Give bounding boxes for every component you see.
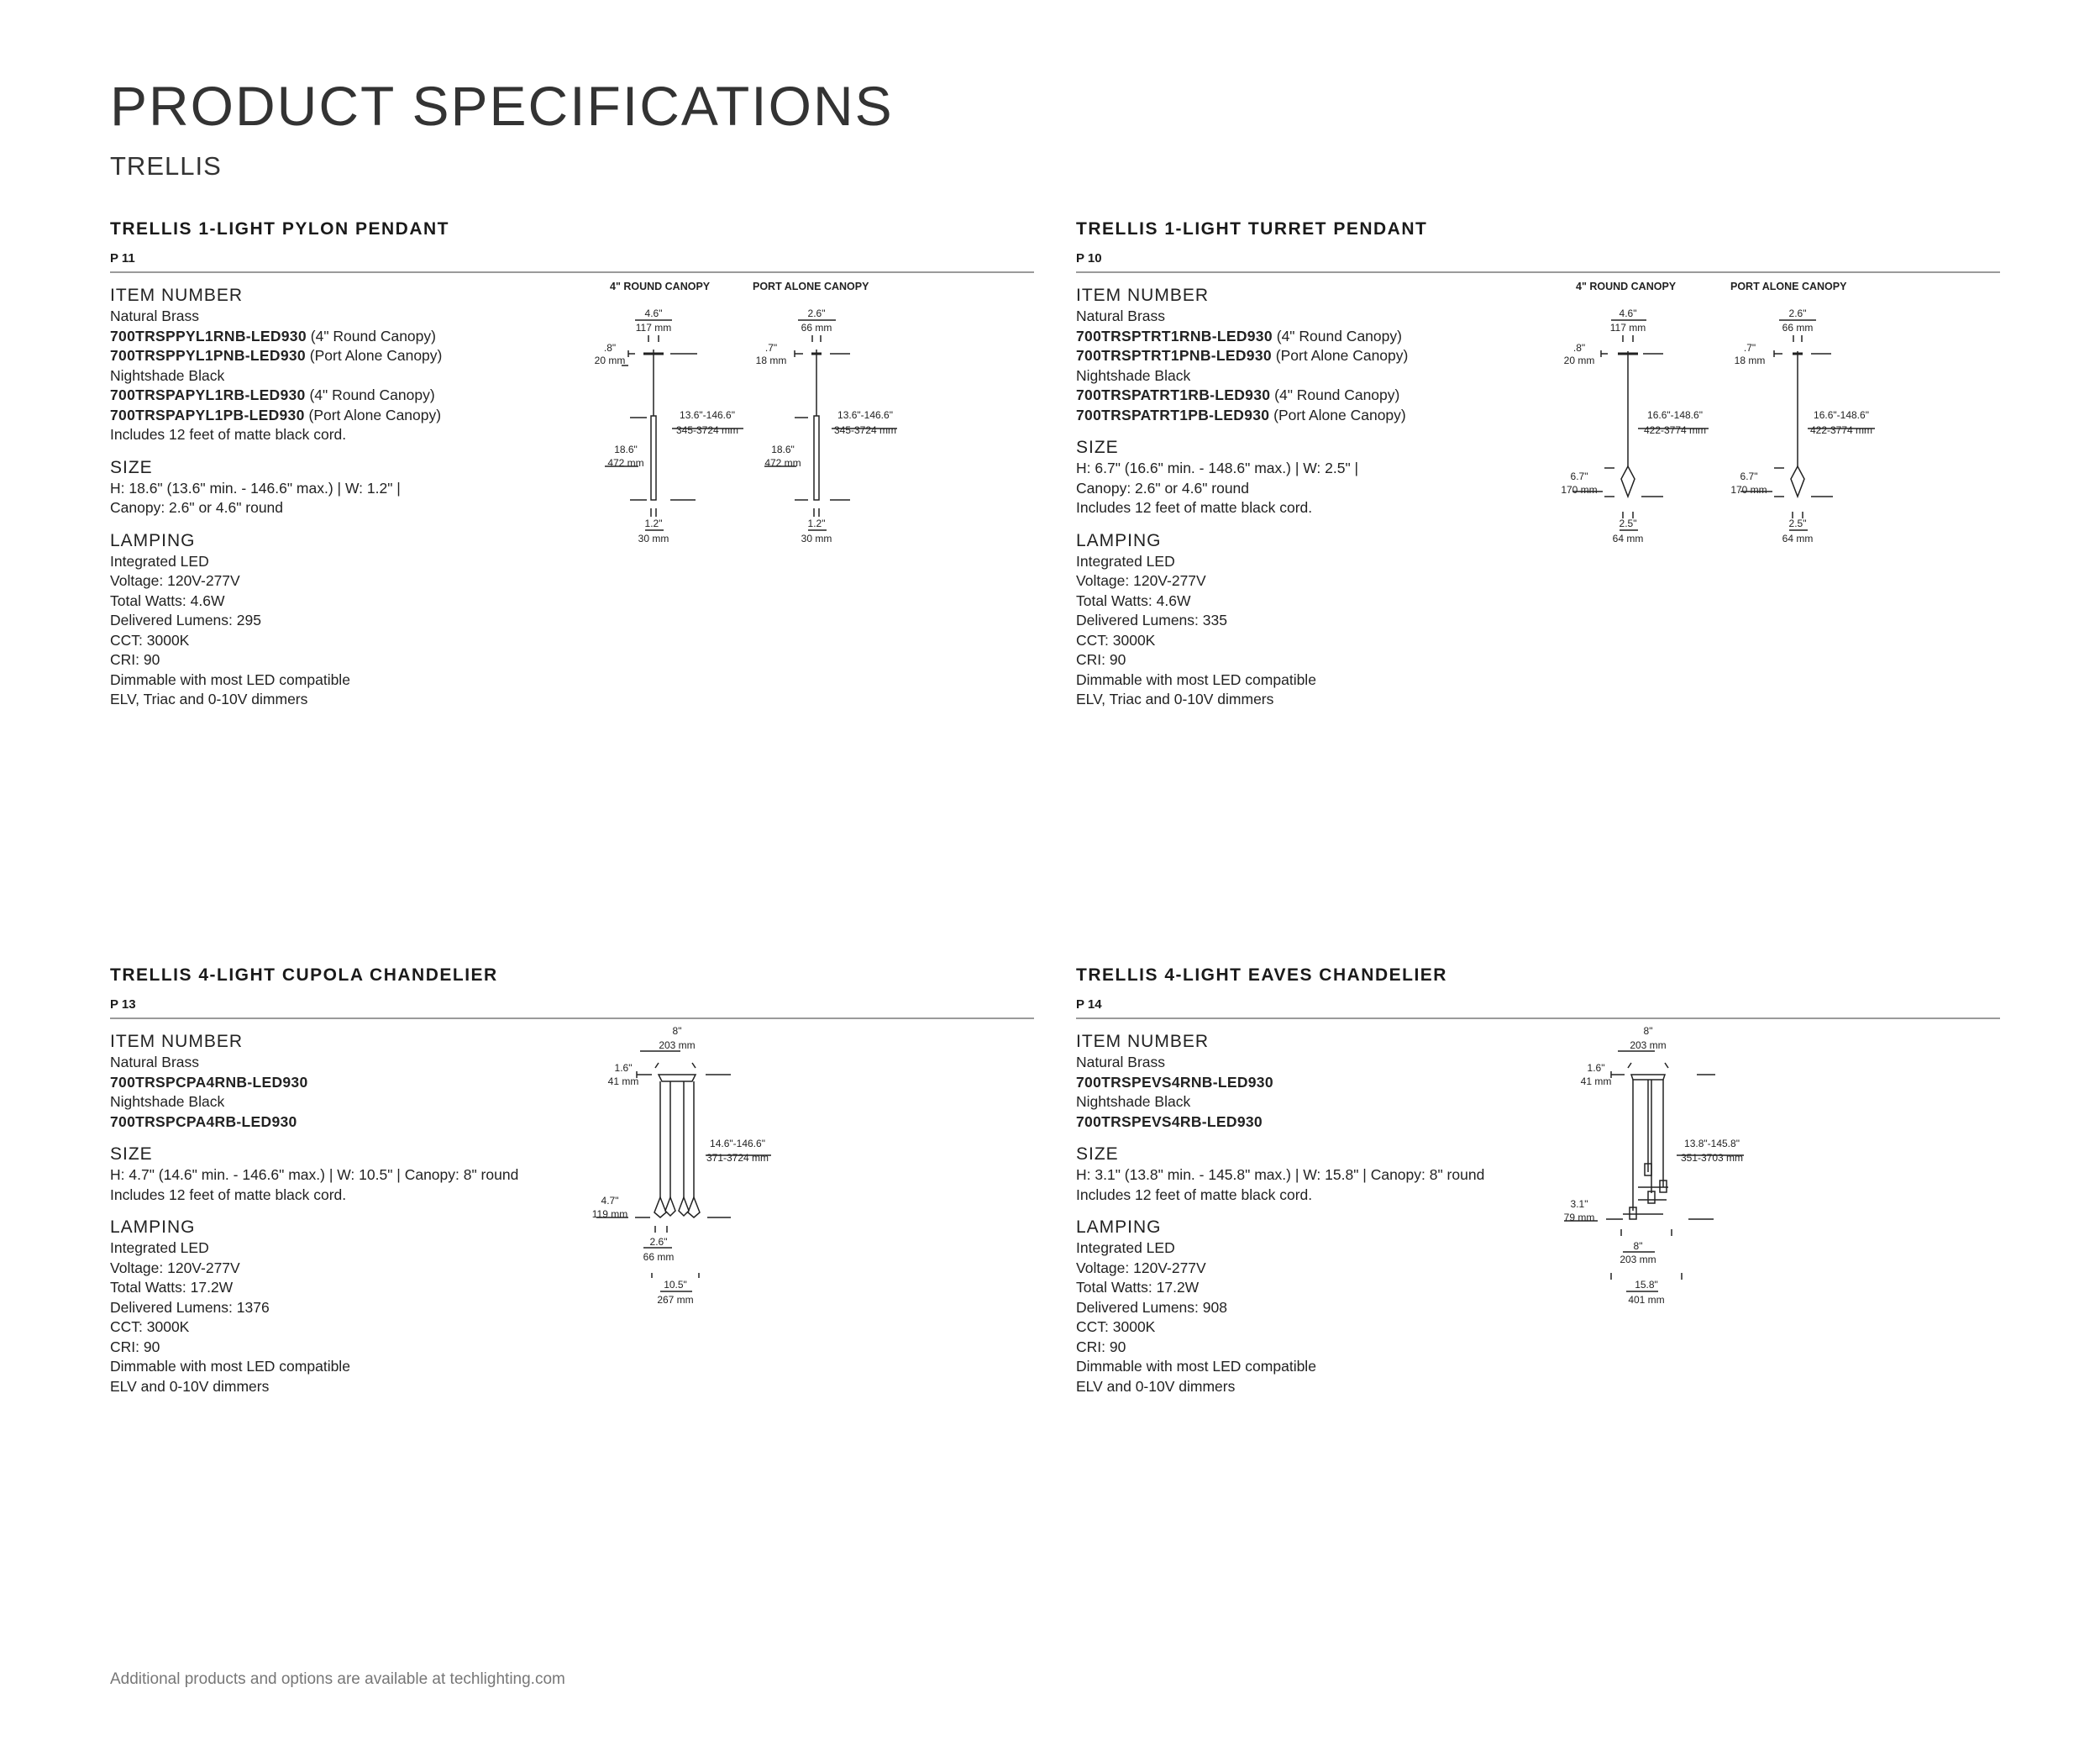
finish-label: Natural Brass xyxy=(110,1054,200,1070)
size-line: H: 3.1" (13.8" min. - 145.8" max.) | W: 15.8" | Canopy: 8" round xyxy=(1076,1166,1485,1183)
dim-label: 117 mm xyxy=(635,322,672,334)
diagram-heading: 4" ROUND CANOPY xyxy=(610,281,711,292)
sku: 700TRSPCPA4RB-LED930 xyxy=(110,1112,297,1130)
dim-label: 203 mm xyxy=(1630,1039,1667,1051)
dim-label: 3.1" xyxy=(1570,1198,1588,1210)
lamping-heading: LAMPING xyxy=(1076,1217,1162,1237)
sku-line xyxy=(1076,406,1546,426)
size-line: Includes 12 feet of matte black cord. xyxy=(1076,499,1313,516)
eaves-dimension-diagram xyxy=(1554,1021,1772,1315)
lamping-line: CCT: 3000K xyxy=(1076,1318,1156,1335)
dim-label: 401 mm xyxy=(1628,1294,1665,1306)
sku-line xyxy=(110,346,580,366)
finish-label: Nightshade Black xyxy=(110,366,225,384)
size-line: Canopy: 2.6" or 4.6" round xyxy=(1076,479,1250,497)
product-page-ref: P 10 xyxy=(1076,251,1102,266)
sku: 700TRSPATRT1RB-LED930 xyxy=(1076,386,1271,403)
dim-label: 2.6" xyxy=(649,1236,668,1248)
sku-line xyxy=(110,327,580,347)
dim-label: 8" xyxy=(1643,1025,1653,1037)
sku-line xyxy=(1076,327,1546,347)
sku-note: (Port Alone Canopy) xyxy=(1271,347,1409,364)
dim-label: 1.2" xyxy=(644,518,663,529)
dim-label: 18.6" xyxy=(614,444,638,455)
product-cupola-chandelier xyxy=(110,965,1034,1396)
item-number-heading: ITEM NUMBER xyxy=(1076,1032,1209,1051)
dim-label: 2.5" xyxy=(1619,518,1637,529)
lamping-line: CRI: 90 xyxy=(110,651,160,668)
product-specs xyxy=(110,285,580,710)
product-title: TRELLIS 1-LIGHT PYLON PENDANT xyxy=(110,219,450,239)
dim-label: 30 mm xyxy=(801,533,832,544)
sku-line xyxy=(1076,386,1546,406)
size-line: H: 4.7" (14.6" min. - 146.6" max.) | W: 10.5" | Canopy: 8" round xyxy=(110,1166,519,1183)
dim-label: .8" xyxy=(1572,342,1586,354)
lamping-line: Total Watts: 17.2W xyxy=(110,1279,234,1296)
lamping-line: CCT: 3000K xyxy=(110,1318,190,1335)
lamping-line: Voltage: 120V-277V xyxy=(1076,572,1206,589)
lamping-line: Total Watts: 17.2W xyxy=(1076,1279,1200,1296)
size-line: Includes 12 feet of matte black cord. xyxy=(110,1186,347,1203)
dim-label: 20 mm xyxy=(1563,355,1595,366)
product-title: TRELLIS 4-LIGHT EAVES CHANDELIER xyxy=(1076,965,1447,985)
lamping-line: ELV, Triac and 0-10V dimmers xyxy=(1076,691,1274,707)
sku: 700TRSPCPA4RNB-LED930 xyxy=(110,1073,308,1091)
lamping-line: Dimmable with most LED compatible xyxy=(1076,1358,1316,1375)
dim-label: 15.8" xyxy=(1635,1279,1658,1291)
dim-label: 13.6"-146.6" xyxy=(837,409,893,421)
dim-label: 2.6" xyxy=(1788,308,1807,319)
sku-note: (Port Alone Canopy) xyxy=(304,406,442,423)
dim-label: 1.6" xyxy=(1587,1062,1605,1074)
lamping-line: Delivered Lumens: 295 xyxy=(110,612,261,628)
dim-label: 16.6"-148.6" xyxy=(1647,409,1703,421)
sku: 700TRSPPYL1PNB-LED930 xyxy=(110,347,306,364)
sku: 700TRSPATRT1PB-LED930 xyxy=(1076,406,1270,423)
dim-label: 371-3724 mm xyxy=(706,1152,769,1164)
product-eaves-chandelier xyxy=(1076,965,2000,1396)
product-page-ref: P 13 xyxy=(110,997,136,1012)
lamping-line: Integrated LED xyxy=(1076,552,1175,570)
dim-label: 203 mm xyxy=(1620,1254,1656,1265)
lamping-line: Total Watts: 4.6W xyxy=(110,592,225,609)
lamping-line: Dimmable with most LED compatible xyxy=(110,670,350,688)
dim-label: 14.6"-146.6" xyxy=(710,1138,765,1149)
dim-label: 16.6"-148.6" xyxy=(1814,409,1869,421)
dim-label: 1.6" xyxy=(614,1062,633,1074)
lamping-line: Delivered Lumens: 335 xyxy=(1076,612,1227,628)
lamping-heading: LAMPING xyxy=(110,1217,196,1237)
size-line: H: 18.6" (13.6" min. - 146.6" max.) | W: 1.2" | xyxy=(110,479,401,497)
sku: 700TRSPPYL1RNB-LED930 xyxy=(110,327,307,344)
dim-label: 422-3774 mm xyxy=(1809,424,1873,436)
dim-label: 170 mm xyxy=(1730,484,1767,496)
dim-label: 4.6" xyxy=(644,308,663,319)
sku-line xyxy=(110,386,580,406)
item-number-heading: ITEM NUMBER xyxy=(1076,286,1209,305)
item-number-heading: ITEM NUMBER xyxy=(110,1032,243,1051)
turret-dimension-diagram xyxy=(1554,273,1890,559)
finish-label: Natural Brass xyxy=(1076,308,1166,324)
dim-label: 345-3724 mm xyxy=(833,424,897,436)
sku-note: (4" Round Canopy) xyxy=(1270,386,1400,403)
size-line: H: 6.7" (16.6" min. - 148.6" max.) | W: 2.5" | xyxy=(1076,460,1359,476)
dim-label: 66 mm xyxy=(643,1251,675,1263)
lamping-line: Integrated LED xyxy=(1076,1239,1175,1256)
product-title: TRELLIS 4-LIGHT CUPOLA CHANDELIER xyxy=(110,965,498,985)
lamping-line: Delivered Lumens: 908 xyxy=(1076,1298,1227,1316)
sku: 700TRSPEVS4RNB-LED930 xyxy=(1076,1073,1273,1091)
finish-label: Nightshade Black xyxy=(1076,366,1191,384)
dim-label: 422-3774 mm xyxy=(1643,424,1707,436)
dim-label: 351-3703 mm xyxy=(1680,1152,1744,1164)
dim-label: .7" xyxy=(1743,342,1756,354)
finish-label: Nightshade Black xyxy=(1076,1093,1191,1110)
dim-label: 6.7" xyxy=(1570,471,1588,482)
lamping-line: CRI: 90 xyxy=(1076,651,1126,668)
dim-label: 18 mm xyxy=(755,355,787,366)
dim-label: 20 mm xyxy=(594,355,626,366)
lamping-heading: LAMPING xyxy=(110,530,196,550)
dim-label: 472 mm xyxy=(607,457,644,469)
dim-label: 4.7" xyxy=(601,1195,619,1207)
diagram-heading: PORT ALONE CANOPY xyxy=(753,281,869,292)
product-page-ref: P 11 xyxy=(110,251,135,266)
dim-label: 4.6" xyxy=(1619,308,1637,319)
size-line: Canopy: 2.6" or 4.6" round xyxy=(110,499,284,516)
dim-label: 2.5" xyxy=(1788,518,1807,529)
dim-label: 6.7" xyxy=(1740,471,1758,482)
dim-label: .7" xyxy=(764,342,778,354)
lamping-line: Voltage: 120V-277V xyxy=(1076,1259,1206,1276)
size-heading: SIZE xyxy=(110,457,153,477)
sku-line xyxy=(1076,346,1546,366)
dim-label: 345-3724 mm xyxy=(675,424,739,436)
product-specs xyxy=(110,1031,631,1396)
finish-label: Nightshade Black xyxy=(110,1093,225,1110)
dim-label: 13.6"-146.6" xyxy=(680,409,735,421)
item-note: Includes 12 feet of matte black cord. xyxy=(110,426,347,443)
sku-note: (4" Round Canopy) xyxy=(1272,327,1402,344)
lamping-line: CCT: 3000K xyxy=(110,631,190,649)
dim-label: 119 mm xyxy=(591,1208,628,1220)
size-line: Includes 12 feet of matte black cord. xyxy=(1076,1186,1313,1203)
product-title: TRELLIS 1-LIGHT TURRET PENDANT xyxy=(1076,219,1428,239)
finish-label: Natural Brass xyxy=(110,308,200,324)
sku: 700TRSPTRT1RNB-LED930 xyxy=(1076,327,1273,344)
diagram-heading: 4" ROUND CANOPY xyxy=(1576,281,1677,292)
finish-label: Natural Brass xyxy=(1076,1054,1166,1070)
dim-label: 10.5" xyxy=(664,1279,687,1291)
size-heading: SIZE xyxy=(1076,438,1119,457)
lamping-line: ELV, Triac and 0-10V dimmers xyxy=(110,691,308,707)
dim-label: 2.6" xyxy=(807,308,826,319)
lamping-line: Delivered Lumens: 1376 xyxy=(110,1298,270,1316)
lamping-line: Total Watts: 4.6W xyxy=(1076,592,1191,609)
dim-label: 1.2" xyxy=(807,518,826,529)
dim-label: 18 mm xyxy=(1734,355,1766,366)
sku-note: (Port Alone Canopy) xyxy=(1269,406,1406,423)
dim-label: 267 mm xyxy=(657,1294,694,1306)
dim-label: 13.8"-145.8" xyxy=(1684,1138,1740,1149)
dim-label: 170 mm xyxy=(1561,484,1598,496)
page-title: PRODUCT SPECIFICATIONS xyxy=(110,75,894,137)
dim-label: 8" xyxy=(1633,1240,1643,1252)
dim-label: 41 mm xyxy=(607,1075,639,1087)
product-specs xyxy=(1076,285,1546,710)
lamping-line: Integrated LED xyxy=(110,1239,209,1256)
sku: 700TRSPEVS4RB-LED930 xyxy=(1076,1112,1263,1130)
sku-line xyxy=(110,406,580,426)
product-specs xyxy=(1076,1031,1597,1396)
lamping-line: CCT: 3000K xyxy=(1076,631,1156,649)
dim-label: 66 mm xyxy=(1782,322,1814,334)
section-divider xyxy=(1076,1017,2000,1019)
size-heading: SIZE xyxy=(1076,1144,1119,1164)
pylon-dimension-diagram xyxy=(588,273,924,559)
dim-label: 203 mm xyxy=(659,1039,696,1051)
product-page-ref: P 14 xyxy=(1076,997,1102,1012)
dim-label: 472 mm xyxy=(764,457,801,469)
lamping-line: ELV and 0-10V dimmers xyxy=(1076,1377,1236,1395)
dim-label: 41 mm xyxy=(1580,1075,1612,1087)
lamping-line: Integrated LED xyxy=(110,552,209,570)
dim-label: .8" xyxy=(603,342,617,354)
lamping-line: Voltage: 120V-277V xyxy=(110,1259,240,1276)
lamping-line: CRI: 90 xyxy=(1076,1338,1126,1355)
dim-label: 64 mm xyxy=(1612,533,1644,544)
dim-label: 8" xyxy=(672,1025,682,1037)
sku: 700TRSPTRT1PNB-LED930 xyxy=(1076,347,1272,364)
page-subtitle: TRELLIS xyxy=(110,151,222,181)
dim-label: 79 mm xyxy=(1563,1212,1595,1223)
section-divider xyxy=(110,1017,1034,1019)
size-heading: SIZE xyxy=(110,1144,153,1164)
item-number-heading: ITEM NUMBER xyxy=(110,286,243,305)
sku-note: (Port Alone Canopy) xyxy=(305,347,443,364)
lamping-line: CRI: 90 xyxy=(110,1338,160,1355)
footer-note: Additional products and options are available at techlighting.com xyxy=(110,1670,565,1688)
sku-note: (4" Round Canopy) xyxy=(306,327,436,344)
dim-label: 66 mm xyxy=(801,322,832,334)
lamping-line: ELV and 0-10V dimmers xyxy=(110,1377,270,1395)
lamping-line: Dimmable with most LED compatible xyxy=(1076,670,1316,688)
lamping-line: Voltage: 120V-277V xyxy=(110,572,240,589)
dim-label: 117 mm xyxy=(1609,322,1646,334)
dim-label: 64 mm xyxy=(1782,533,1814,544)
dim-label: 30 mm xyxy=(638,533,669,544)
sku: 700TRSPAPYL1PB-LED930 xyxy=(110,406,305,423)
sku: 700TRSPAPYL1RB-LED930 xyxy=(110,386,306,403)
sku-note: (4" Round Canopy) xyxy=(305,386,435,403)
cupola-dimension-diagram xyxy=(588,1021,806,1315)
lamping-heading: LAMPING xyxy=(1076,530,1162,550)
lamping-line: Dimmable with most LED compatible xyxy=(110,1358,350,1375)
dim-label: 18.6" xyxy=(771,444,795,455)
diagram-heading: PORT ALONE CANOPY xyxy=(1730,281,1847,292)
